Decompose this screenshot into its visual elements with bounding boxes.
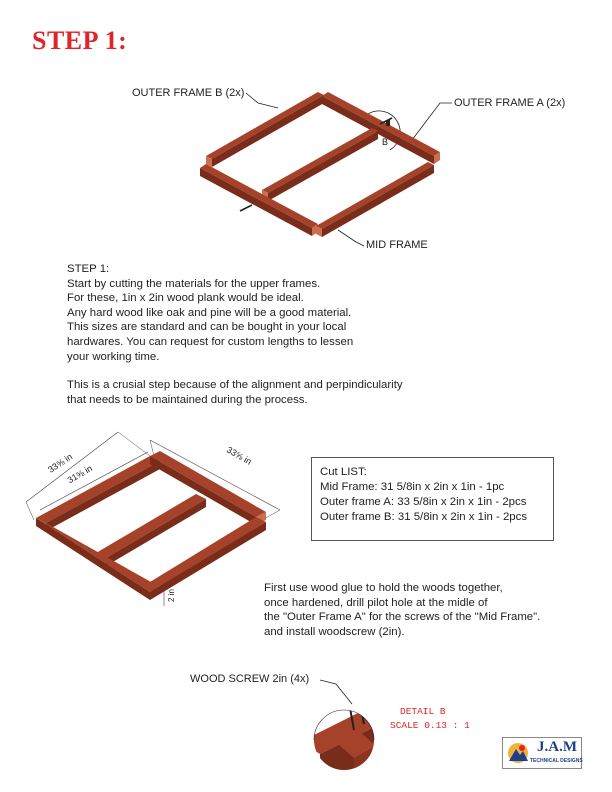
outer-frame-a-label: OUTER FRAME A (2x) xyxy=(454,97,566,109)
cut-list-item: Mid Frame: 31 5/8in x 2in x 1in - 1pc xyxy=(320,481,505,493)
cut-list-item: Outer frame A: 33 5/8in x 2in x 1in - 2pcs xyxy=(320,496,527,508)
logo-emblem-icon xyxy=(506,741,530,765)
leader-wood-screw xyxy=(320,680,352,704)
dim-outer-label: 33⅝ in xyxy=(46,451,75,475)
leader-outer-frame-a xyxy=(412,103,452,140)
mid-frame-piece xyxy=(262,128,378,201)
dim-height-label: 2 in xyxy=(167,589,176,602)
wood-screw-label: WOOD SCREW 2in (4x) xyxy=(190,673,310,685)
instruction-line: your working time. xyxy=(67,350,160,363)
instruction-line: hardwares. You can request for custom lengths to lessen xyxy=(67,335,354,348)
note-line: that needs to be maintained during the process. xyxy=(67,393,308,406)
note-line: This is a crusial step because of the alignment and perpindicularity xyxy=(67,379,403,392)
outer-frame-b-label: OUTER FRAME B (2x) xyxy=(132,87,245,99)
cut-list-box xyxy=(311,457,554,541)
instruction-line: This sizes are standard and can be bought in your local xyxy=(67,321,347,334)
outer-frame-b-back-piece xyxy=(206,92,324,167)
mid-frame-label: MID FRAME xyxy=(366,239,428,251)
dim-right-label: 33⅝ in xyxy=(224,444,254,467)
leader-outer-frame-b xyxy=(246,93,278,108)
cut-list-heading: Cut LIST: xyxy=(320,466,367,478)
assembly-line: once hardened, drill pilot hole at the midle of xyxy=(264,596,488,609)
detail-b-label: DETAIL B xyxy=(400,706,446,717)
assembly-line: First use wood glue to hold the woods together, xyxy=(264,582,503,594)
leader-mid-frame xyxy=(338,230,364,246)
instruction-line: For these, 1in x 2in wood plank would be ideal. xyxy=(67,292,304,305)
page-title: STEP 1: xyxy=(32,26,128,55)
screw-left xyxy=(240,205,252,211)
instructions-heading: STEP 1: xyxy=(67,263,110,275)
cut-list-item: Outer frame B: 31 5/8in x 2in x 1in - 2pcs xyxy=(320,511,528,523)
detail-b-letter: B xyxy=(382,137,389,147)
detail-b-scale: SCALE 0.13 : 1 xyxy=(390,720,470,731)
frame-mid-piece xyxy=(96,494,206,566)
instruction-line: Start by cutting the materials for the upper frames. xyxy=(67,277,321,290)
logo-tagline: TECHNICAL DESIGNS xyxy=(530,758,583,764)
exploded-frame-figure xyxy=(120,82,580,262)
instruction-line: Any hard wood like oak and pine will be a good material. xyxy=(67,306,352,319)
outer-frame-b-front-piece xyxy=(316,162,434,237)
assembly-block xyxy=(264,581,540,639)
instructions-block xyxy=(67,262,403,407)
assembly-line: the "Outer Frame A" for the screws of the "Mid Frame". xyxy=(264,611,541,624)
dim-inner-label: 31⅝ in xyxy=(65,463,95,486)
assembly-line: and install woodscrew (2in). xyxy=(264,625,405,638)
logo-name: J.A.M xyxy=(537,739,577,755)
jam-logo xyxy=(502,737,582,769)
detail-b-figure xyxy=(300,676,400,792)
detail-b-marker xyxy=(386,120,390,126)
